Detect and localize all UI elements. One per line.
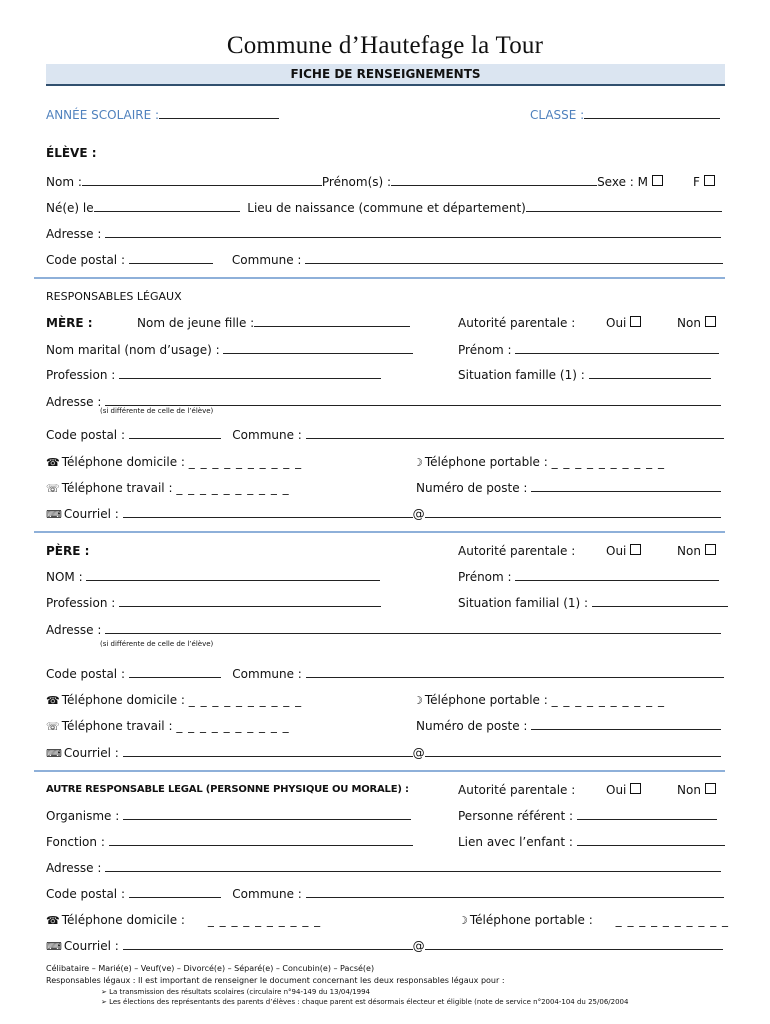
pere-tel-trav-field[interactable]: _ _ _ _ _ _ _ _ _ _	[176, 719, 290, 733]
mere-jeune-fille-field[interactable]	[254, 315, 410, 327]
pere-courriel-user-field[interactable]	[123, 745, 413, 757]
eleve-lieu-field[interactable]	[526, 200, 722, 212]
form-title-bar	[46, 64, 725, 86]
pere-adresse-row	[46, 622, 721, 638]
classe-field[interactable]	[584, 107, 720, 119]
autre-autorite-label: Autorité parentale :	[458, 783, 576, 797]
mere-prenom-label: Prénom :	[458, 343, 512, 357]
pere-heading: PÈRE :	[46, 544, 90, 558]
mere-non-label: Non	[677, 316, 701, 330]
autre-oui	[606, 782, 641, 798]
mere-poste-row	[416, 480, 721, 496]
eleve-adresse-field[interactable]	[105, 226, 721, 238]
pere-situation-label: Situation familial (1) :	[458, 596, 589, 610]
mere-courriel-label: Courriel :	[63, 507, 119, 521]
autre-non	[677, 782, 716, 798]
pere-prenom-field[interactable]	[515, 569, 719, 581]
mere-oui	[606, 315, 641, 331]
mere-adresse-note: (si différente de celle de l’élève)	[100, 407, 214, 415]
mere-tel-port-label: Téléphone portable :	[424, 455, 548, 469]
mere-adresse-label: Adresse :	[46, 395, 102, 409]
pere-poste-label: Numéro de poste :	[416, 719, 528, 733]
pere-tel-trav-label: Téléphone travail :	[61, 719, 173, 733]
pere-at-sign: @	[412, 746, 425, 760]
autre-fonction-row	[46, 834, 413, 850]
mere-tel-port-field[interactable]: _ _ _ _ _ _ _ _ _ _	[551, 455, 665, 469]
autre-adresse-label: Adresse :	[46, 861, 102, 875]
autre-courriel-row	[46, 938, 723, 954]
phone-icon: ☎	[46, 456, 60, 469]
mere-commune-field[interactable]	[306, 427, 724, 439]
pere-nom-field[interactable]	[86, 569, 380, 581]
mere-oui-label: Oui	[606, 316, 627, 330]
mere-profession-field[interactable]	[119, 367, 381, 379]
computer-icon: ⌨	[46, 940, 62, 953]
footnote-situations: Célibataire – Marié(e) – Veuf(ve) – Divorcé(e) – Séparé(e) – Concubin(e) – Pacsé(e)	[46, 964, 375, 973]
eleve-cp-label: Code postal :	[46, 253, 125, 267]
commune-title: Commune d’Hautefage la Tour	[226, 32, 544, 59]
mere-nom-marital-row	[46, 342, 413, 358]
pere-non	[677, 543, 716, 559]
eleve-cp-row	[46, 252, 723, 268]
mere-jeune-fille-row	[137, 315, 410, 331]
mere-prenom-row	[458, 342, 719, 358]
pere-commune-field[interactable]	[306, 666, 724, 678]
pere-tel-port-label: Téléphone portable :	[424, 693, 548, 707]
mere-jeune-fille-label: Nom de jeune fille :	[137, 316, 255, 330]
mere-situation-row	[458, 367, 711, 383]
eleve-adresse-row	[46, 226, 721, 242]
pere-poste-field[interactable]	[531, 718, 721, 730]
mere-autorite-label: Autorité parentale :	[458, 316, 576, 330]
pere-situation-field[interactable]	[592, 595, 728, 607]
sexe-f-label: F	[693, 175, 700, 189]
pere-commune-label: Commune :	[232, 667, 302, 681]
autre-tel-dom-row	[46, 912, 321, 928]
pere-nom-row	[46, 569, 380, 585]
eleve-lieu-label: Lieu de naissance (commune et département)	[247, 201, 526, 215]
eleve-nom-row	[46, 174, 726, 190]
eleve-nom-field[interactable]	[82, 174, 322, 186]
computer-icon: ⌨	[46, 508, 62, 521]
mere-profession-label: Profession :	[46, 368, 116, 382]
mere-row-1	[46, 315, 93, 331]
pere-poste-row	[416, 718, 721, 734]
mere-cp-row	[46, 427, 724, 443]
mere-at-sign: @	[412, 507, 425, 521]
autre-cp-label: Code postal :	[46, 887, 125, 901]
pere-non-checkbox[interactable]	[705, 544, 716, 555]
mobile-icon: ☽	[458, 914, 468, 927]
mere-adresse-field[interactable]	[105, 394, 721, 406]
pere-adresse-note: (si différente de celle de l’élève)	[100, 640, 214, 648]
footnote-bullet-elections: ➢ Les élections des représentants des parents d’élèves : chaque parent est désormais électeur et éligible (note de service n°2004-104 du 25/06/2004	[101, 998, 629, 1006]
autre-fonction-field[interactable]	[109, 834, 413, 846]
autre-referent-label: Personne référent :	[458, 809, 574, 823]
mere-tel-trav-row	[46, 480, 290, 496]
mere-courriel-row	[46, 506, 721, 522]
mere-prenom-field[interactable]	[515, 342, 719, 354]
sexe-f-checkbox[interactable]	[704, 175, 715, 186]
autre-tel-port-row	[458, 912, 729, 928]
mobile-icon: ☽	[413, 694, 423, 707]
eleve-date-naissance-field[interactable]	[94, 200, 240, 212]
mere-poste-label: Numéro de poste :	[416, 481, 528, 495]
mere-courriel-user-field[interactable]	[123, 506, 413, 518]
pere-tel-dom-field[interactable]: _ _ _ _ _ _ _ _ _ _	[188, 693, 303, 707]
eleve-prenom-label: Prénom(s) :	[321, 175, 392, 189]
mere-poste-field[interactable]	[531, 480, 721, 492]
eleve-cp-field[interactable]	[129, 252, 213, 264]
autre-organisme-label: Organisme :	[46, 809, 120, 823]
pere-autorite-label: Autorité parentale :	[458, 544, 576, 558]
autre-organisme-row	[46, 808, 411, 824]
autre-tel-dom-label: Téléphone domicile :	[61, 913, 185, 927]
mere-situation-field[interactable]	[589, 367, 711, 379]
pere-adresse-label: Adresse :	[46, 623, 102, 637]
mobile-icon: ☽	[413, 456, 423, 469]
pere-adresse-field[interactable]	[105, 622, 721, 634]
autre-oui-checkbox[interactable]	[630, 783, 641, 794]
autre-referent-field[interactable]	[577, 808, 717, 820]
pere-oui-checkbox[interactable]	[630, 544, 641, 555]
pere-courriel-domain-field[interactable]	[425, 745, 721, 757]
annee-scolaire-field[interactable]	[159, 107, 279, 119]
autre-tel-port-field[interactable]: _ _ _ _ _ _ _ _ _ _	[615, 913, 730, 927]
autre-lien-field[interactable]	[577, 834, 725, 846]
sexe-m-checkbox[interactable]	[652, 175, 663, 186]
pere-profession-row	[46, 595, 381, 611]
mere-cp-field[interactable]	[129, 427, 221, 439]
eleve-adresse-label: Adresse :	[46, 227, 102, 241]
mere-cp-label: Code postal :	[46, 428, 125, 442]
section-divider	[34, 277, 725, 279]
mere-nom-marital-field[interactable]	[223, 342, 413, 354]
annee-scolaire-row	[46, 107, 279, 123]
section-divider	[34, 531, 725, 533]
mere-tel-port-row	[413, 454, 665, 470]
eleve-prenom-field[interactable]	[391, 174, 597, 186]
mere-heading: MÈRE :	[46, 316, 93, 330]
pere-cp-row	[46, 666, 724, 682]
pere-nom-label: NOM :	[46, 570, 83, 584]
autre-commune-label: Commune :	[232, 887, 302, 901]
mere-tel-trav-field[interactable]: _ _ _ _ _ _ _ _ _ _	[176, 481, 290, 495]
eleve-commune-field[interactable]	[305, 252, 723, 264]
pere-tel-port-field[interactable]: _ _ _ _ _ _ _ _ _ _	[551, 693, 665, 707]
office-phone-icon: ☏	[46, 720, 60, 733]
autre-fonction-label: Fonction :	[46, 835, 105, 849]
eleve-heading: ÉLÈVE :	[46, 146, 97, 160]
autre-oui-label: Oui	[606, 783, 627, 797]
office-phone-icon: ☏	[46, 482, 60, 495]
autre-adresse-row	[46, 860, 721, 876]
autre-organisme-field[interactable]	[123, 808, 411, 820]
mere-oui-checkbox[interactable]	[630, 316, 641, 327]
phone-icon: ☎	[46, 914, 60, 927]
pere-situation-row	[458, 595, 728, 611]
mere-profession-row	[46, 367, 381, 383]
eleve-ne-label: Né(e) le	[46, 201, 94, 215]
eleve-commune-label: Commune :	[231, 253, 302, 267]
mere-tel-trav-label: Téléphone travail :	[61, 481, 173, 495]
autre-courriel-user-field[interactable]	[123, 938, 413, 950]
mere-nom-marital-label: Nom marital (nom d’usage) :	[46, 343, 220, 357]
autre-at-sign: @	[412, 939, 425, 953]
pere-oui-label: Oui	[606, 544, 627, 558]
mere-situation-label: Situation famille (1) :	[458, 368, 585, 382]
responsables-heading: RESPONSABLES LÉGAUX	[46, 290, 182, 303]
pere-tel-port-row	[413, 692, 665, 708]
pere-profession-label: Profession :	[46, 596, 116, 610]
pere-cp-label: Code postal :	[46, 667, 125, 681]
autre-cp-field[interactable]	[129, 886, 221, 898]
autre-cp-row	[46, 886, 724, 902]
autre-lien-label: Lien avec l’enfant :	[458, 835, 573, 849]
classe-row	[530, 107, 720, 123]
mere-commune-label: Commune :	[232, 428, 302, 442]
autre-non-checkbox[interactable]	[705, 783, 716, 794]
pere-tel-trav-row	[46, 718, 290, 734]
pere-prenom-label: Prénom :	[458, 570, 512, 584]
form-title: FICHE DE RENSEIGNEMENTS	[290, 67, 481, 81]
mere-non-checkbox[interactable]	[705, 316, 716, 327]
computer-icon: ⌨	[46, 747, 62, 760]
pere-profession-field[interactable]	[119, 595, 381, 607]
autre-lien-row	[458, 834, 725, 850]
eleve-sexe-label: Sexe : M	[597, 175, 648, 189]
mere-tel-dom-field[interactable]: _ _ _ _ _ _ _ _ _ _	[188, 455, 303, 469]
footnote-responsables: Responsables légaux : Il est important de renseigner le document concernant les deux responsables légaux pour :	[46, 976, 505, 985]
section-divider	[34, 770, 725, 772]
phone-icon: ☎	[46, 694, 60, 707]
pere-courriel-label: Courriel :	[63, 746, 119, 760]
annee-scolaire-label: ANNÉE SCOLAIRE :	[46, 108, 160, 122]
autre-non-label: Non	[677, 783, 701, 797]
eleve-naissance-row	[46, 200, 722, 216]
autre-referent-row	[458, 808, 717, 824]
pere-oui	[606, 543, 641, 559]
autre-courriel-label: Courriel :	[63, 939, 119, 953]
classe-label: CLASSE :	[530, 108, 585, 122]
sexe-f-row	[693, 174, 715, 190]
pere-tel-dom-label: Téléphone domicile :	[61, 693, 185, 707]
pere-tel-dom-row	[46, 692, 302, 708]
pere-cp-field[interactable]	[129, 666, 221, 678]
autre-commune-field[interactable]	[306, 886, 724, 898]
autre-tel-dom-field[interactable]: _ _ _ _ _ _ _ _ _ _	[207, 913, 322, 927]
footnote-bullet-resultats: ➢ La transmission des résultats scolaires (circulaire n°94-149 du 13/04/1994	[101, 988, 371, 996]
pere-courriel-row	[46, 745, 721, 761]
mere-tel-dom-row	[46, 454, 302, 470]
mere-courriel-domain-field[interactable]	[425, 506, 721, 518]
mere-non	[677, 315, 716, 331]
autre-courriel-domain-field[interactable]	[425, 938, 723, 950]
pere-non-label: Non	[677, 544, 701, 558]
pere-prenom-row	[458, 569, 719, 585]
autre-tel-port-label: Téléphone portable :	[469, 913, 593, 927]
autre-heading: AUTRE RESPONSABLE LEGAL (PERSONNE PHYSIQUE OU MORALE) :	[46, 784, 409, 795]
autre-adresse-field[interactable]	[105, 860, 721, 872]
eleve-nom-label: Nom :	[46, 175, 82, 189]
mere-tel-dom-label: Téléphone domicile :	[61, 455, 185, 469]
